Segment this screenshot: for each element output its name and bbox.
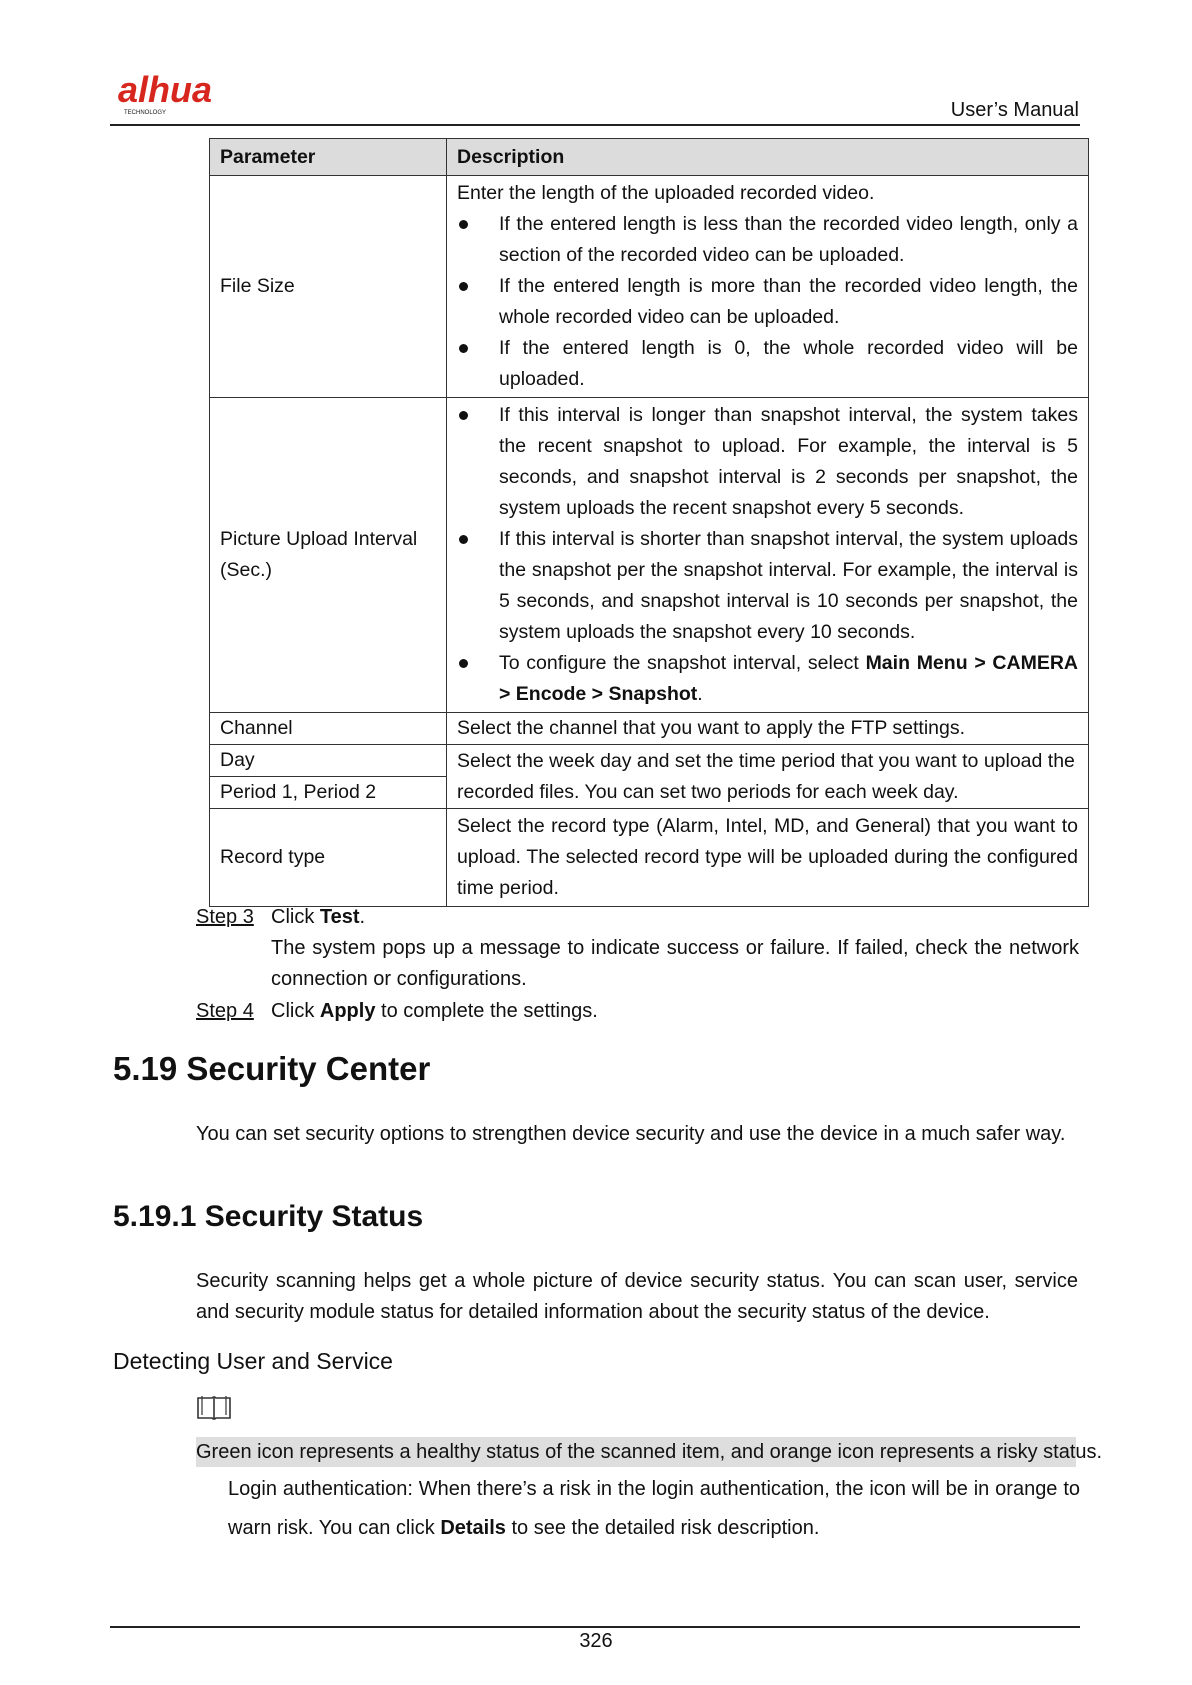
book-note-icon [196,1394,232,1422]
step-text: Click Apply to complete the settings. [271,1000,598,1022]
list-item: If the entered length is more than the recorded video length, the whole recorded video can be uploaded. [457,271,1078,333]
logo-subtext: TECHNOLOGY [124,110,167,116]
description-intro: Enter the length of the uploaded recorded video. [457,182,875,204]
table-header-row [210,139,1089,176]
bullet-list [457,209,1078,395]
param-name: Day [210,745,447,777]
login-auth-text: Login authentication: When there’s a risk in the login authentication, the icon will be in orange to warn risk. You can click Details to see the detailed risk description. [228,1478,1080,1539]
step-label: Step 4 [196,1000,254,1022]
list-item: If the entered length is less than the recorded video length, only a section of the recorded video can be uploaded. [457,209,1078,271]
bullet-icon [459,411,468,420]
parameter-table [209,138,1089,907]
step-text: Click Test. [271,906,366,928]
step-label: Step 3 [196,906,254,928]
dahua-logo [118,70,258,118]
footer-divider [110,1626,1080,1628]
table-row [210,745,1089,777]
list-item: To configure the snapshot interval, select Main Menu > CAMERA > Encode > Snapshot. [457,648,1078,710]
subsection-intro: Security scanning helps get a whole picture of device security status. You can scan user, service and security module status for detailed information about the security status of the device. [196,1270,1078,1323]
bullet-list [457,400,1078,710]
menu-path: Main Menu > CAMERA > Encode > Snapshot [499,652,1078,705]
section-heading: 5.19 Security Center [113,1050,431,1087]
col-header-description: Description [447,139,1089,176]
param-name: Record type [210,809,447,907]
subsection-heading: 5.19.1 Security Status [113,1200,424,1233]
param-description: Select the channel that you want to apply the FTP settings. [447,713,1089,745]
bullet-icon [459,659,468,668]
table-row [210,809,1089,907]
list-item: If the entered length is 0, the whole recorded video will be uploaded. [457,333,1078,395]
bullet-icon [459,535,468,544]
step-result-text: The system pops up a message to indicate success or failure. If failed, check the network connection or configurations. [271,937,1079,990]
bullet-icon [459,220,468,229]
page-number: 326 [579,1630,613,1652]
table-row [210,176,1089,398]
col-header-parameter: Parameter [210,139,447,176]
apply-button-ref: Apply [319,1000,376,1022]
param-description: Select the record type (Alarm, Intel, MD, and General) that you want to upload. The selected record type will be uploaded during the configured time period. [447,809,1089,907]
bullet-icon [459,282,468,291]
list-item: If this interval is shorter than snapshot interval, the system uploads the snapshot per the snapshot interval. For example, the interval is 5 seconds, and snapshot interval is 10 seconds per snapshot, the system uploads the snapshot every 10 seconds. [457,524,1078,648]
list-item: If this interval is longer than snapshot interval, the system takes the recent snapshot to upload. For example, the interval is 5 seconds, and snapshot interval is 2 seconds per snapshot, the system uploads the recent snapshot every 5 seconds. [457,400,1078,524]
param-description [447,176,1089,398]
param-description [447,398,1089,713]
subheading-detecting: Detecting User and Service [113,1348,393,1374]
manual-title: User’s Manual [950,99,1079,121]
bullet-icon [459,344,468,353]
table-row [210,398,1089,713]
details-button-ref: Details [440,1517,506,1539]
section-intro: You can set security options to strengthen device security and use the device in a much safer way. [196,1123,1066,1145]
logo-text: alhua [118,70,213,110]
param-name: Picture Upload Interval (Sec.) [210,398,447,713]
table-row [210,713,1089,745]
param-description: Select the week day and set the time period that you want to upload the recorded files. You can set two periods for each week day. [447,745,1089,809]
param-name: File Size [210,176,447,398]
test-button-ref: Test [319,906,360,928]
header-divider [110,124,1080,126]
param-name: Channel [210,713,447,745]
note-text: Green icon represents a healthy status of the scanned item, and orange icon represents a risky status. [196,1437,1076,1467]
param-name: Period 1, Period 2 [210,777,447,809]
